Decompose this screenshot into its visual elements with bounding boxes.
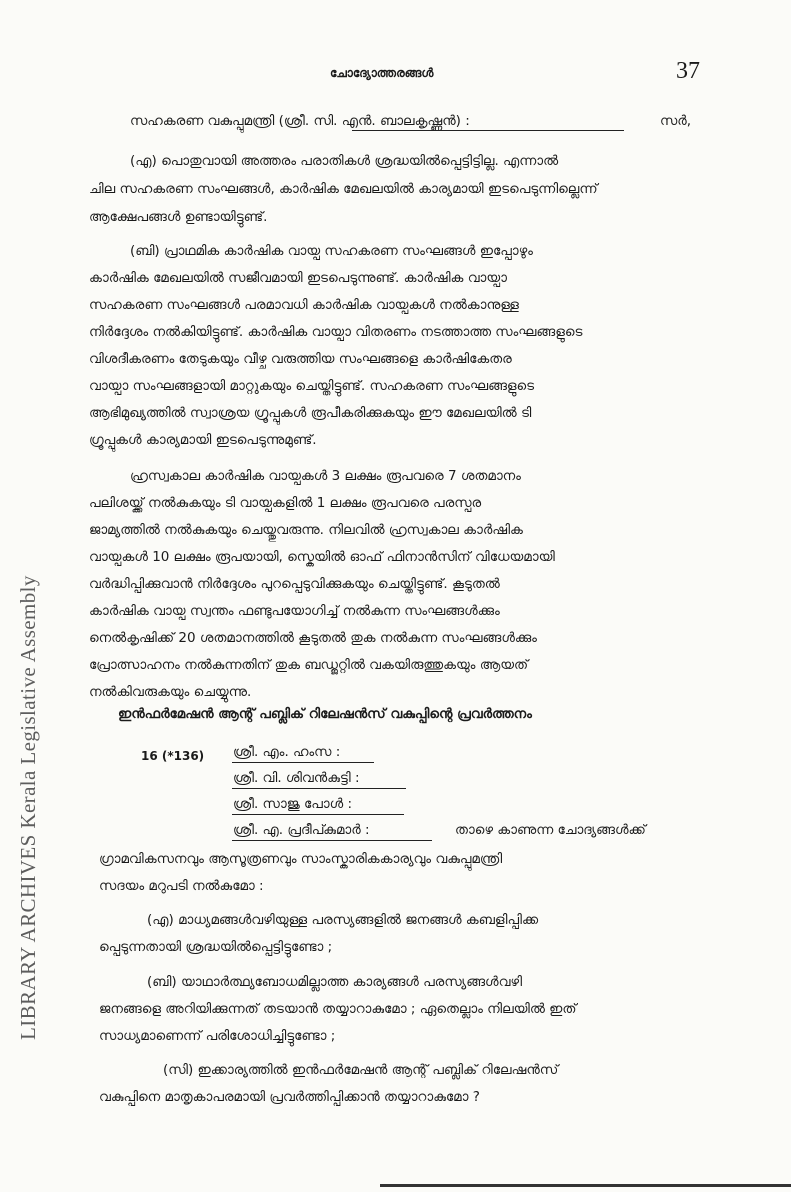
answer-b-line: ആഭിമുഖ്യത്തിൽ സ്വാശ്രയ ഗ്രൂപ്പുകൾ രൂപീകരിക്കുകയും ഈ മേഖലയിൽ ടി: [89, 405, 532, 421]
answer-c-line: വായ്പകൾ 10 ലക്ഷം രൂപയായി, സ്കെയിൽ ഓഫ് ഫിനാൻസിന് വിധേയമായി: [89, 549, 555, 565]
answer-c-line: നെൽകൃഷിക്ക് 20 ശതമാനത്തിൽ കൂടുതൽ തുക നൽകുന്ന സംഘങ്ങൾക്കും: [89, 630, 537, 646]
member-underline: [232, 788, 406, 789]
answer-c-line: പലിശയ്ക്ക് നൽകുകയും ടി വായ്പകളിൽ 1 ലക്ഷം രൂപവരെ പരസ്പര: [89, 495, 482, 511]
running-title: ചോദ്യോത്തരങ്ങൾ: [330, 66, 434, 80]
question-member: ശ്രീ. എ. പ്രദീപ്കുമാർ :: [233, 822, 370, 838]
archive-watermark: LIBRARY ARCHIVES Kerala Legislative Assembly: [16, 575, 40, 1040]
answer-c-line: ജാമ്യത്തിൽ നൽകുകയും ചെയ്തുവരുന്നു. നിലവിൽ ഹ്രസ്വകാല കാർഷിക: [89, 522, 523, 538]
speaker-underline: [352, 130, 624, 131]
question-prompt-line: സദയം മറുപടി നൽകുമോ :: [99, 878, 264, 894]
question-b-line: ജനങ്ങളെ അറിയിക്കുന്നത് തടയാൻ തയ്യാറാകുമോ ; ഏതെല്ലാം നിലയിൽ ഇത്: [99, 1001, 577, 1017]
question-prompt-tail: താഴെ കാണുന്ന ചോദ്യങ്ങൾക്ക്: [455, 822, 646, 838]
answer-b-line: നിർദ്ദേശം നൽകിയിട്ടുണ്ട്. കാർഷിക വായ്പാ വിതരണം നടത്താത്ത സംഘങ്ങളുടെ: [89, 324, 583, 340]
member-underline: [232, 814, 404, 815]
answer-c-line: പ്രോത്സാഹനം നൽകുന്നതിന് തുക ബഡ്ജറ്റിൽ വകയിരുത്തുകയും ആയത്: [89, 657, 529, 673]
answer-b-line: വിശദീകരണം തേടുകയും വീഴ്ച വരുത്തിയ സംഘങ്ങളെ കാർഷികേതര: [89, 351, 512, 367]
question-member: ശ്രീ. എം. ഹംസ :: [233, 744, 341, 760]
question-heading: ഇൻഫർമേഷൻ ആന്റ് പബ്ലിക് റിലേഷൻസ് വകുപ്പിന്റെ പ്രവർത്തനം: [118, 706, 532, 722]
answer-b-line: സഹകരണ സംഘങ്ങൾ പരമാവധി കാർഷിക വായ്പകൾ നൽകാനുള്ള: [89, 297, 519, 313]
page-number: 37: [676, 58, 700, 84]
question-c-line: വകുപ്പിനെ മാതൃകാപരമായി പ്രവർത്തിപ്പിക്കാൻ തയ്യാറാകുമോ ?: [99, 1089, 480, 1105]
reply-salutation: സർ,: [660, 113, 692, 129]
answer-b-line: ഗ്രൂപ്പുകൾ കാര്യമായി ഇടപെടുന്നുമുണ്ട്.: [89, 432, 317, 448]
answer-a-line: (എ) പൊതുവായി അത്തരം പരാതികൾ ശ്രദ്ധയിൽപ്പെട്ടിട്ടില്ല. എന്നാൽ: [130, 153, 559, 169]
reply-speaker: സഹകരണ വകുപ്പുമന്ത്രി (ശ്രീ. സി. എൻ. ബാലകൃഷ്ണൻ) :: [130, 113, 470, 129]
answer-c-line: കാർഷിക വായ്പ സ്വന്തം ഫണ്ടുപയോഗിച്ച് നൽകുന്ന സംഘങ്ങൾക്കും: [89, 603, 500, 619]
answer-b-line: (ബി) പ്രാഥമിക കാർഷിക വായ്പ സഹകരണ സംഘങ്ങൾ ഇപ്പോഴും: [130, 243, 533, 259]
question-number: 16 (*136): [141, 749, 205, 763]
question-prompt-line: ഗ്രാമവികസനവും ആസൂത്രണവും സാംസ്കാരികകാര്യവും വകുപ്പുമന്ത്രി: [99, 851, 503, 867]
question-a-line: പ്പെടുന്നതായി ശ്രദ്ധയിൽപ്പെട്ടിട്ടുണ്ടോ ;: [99, 939, 333, 955]
answer-c-line: ഹ്രസ്വകാല കാർഷിക വായ്പകൾ 3 ലക്ഷം രൂപവരെ 7 ശതമാനം: [130, 468, 521, 484]
member-underline: [232, 840, 432, 841]
answer-c-line: വർദ്ധിപ്പിക്കുവാൻ നിർദ്ദേശം പുറപ്പെടുവിക്കുകയും ചെയ്തിട്ടുണ്ട്. കൂടുതൽ: [89, 576, 500, 592]
question-b-line: സാധ്യമാണെന്ന് പരിശോധിച്ചിട്ടുണ്ടോ ;: [99, 1028, 336, 1044]
question-b-line: (ബി) യാഥാർത്ഥ്യബോധമില്ലാത്ത കാര്യങ്ങൾ പരസ്യങ്ങൾവഴി: [147, 974, 523, 990]
answer-b-line: വായ്പാ സംഘങ്ങളായി മാറ്റുകയും ചെയ്തിട്ടുണ്ട്. സഹകരണ സംഘങ്ങളുടെ: [89, 378, 535, 394]
answer-a-line: ആക്ഷേപങ്ങൾ ഉണ്ടായിട്ടുണ്ട്.: [89, 209, 268, 225]
question-c-line: (സി) ഇക്കാര്യത്തിൽ ഇൻഫർമേഷൻ ആന്റ് പബ്ലിക് റിലേഷൻസ്: [163, 1062, 559, 1078]
page-bottom-rule: [380, 1184, 791, 1187]
answer-c-line: നൽകിവരുകയും ചെയ്യുന്നു.: [89, 684, 252, 700]
question-member: ശ്രീ. സാജു പോൾ :: [233, 796, 352, 812]
answer-b-line: കാർഷിക മേഖലയിൽ സജീവമായി ഇടപെടുന്നുണ്ട്. കാർഷിക വായ്പാ: [89, 270, 508, 286]
answer-a-line: ചില സഹകരണ സംഘങ്ങൾ, കാർഷിക മേഖലയിൽ കാര്യമായി ഇടപെടുന്നില്ലെന്ന്: [89, 181, 598, 197]
question-member: ശ്രീ. വി. ശിവൻകുട്ടി :: [233, 770, 360, 786]
question-a-line: (എ) മാധ്യമങ്ങൾവഴിയുള്ള പരസ്യങ്ങളിൽ ജനങ്ങൾ കബളിപ്പിക്ക: [147, 912, 539, 928]
member-underline: [232, 762, 374, 763]
